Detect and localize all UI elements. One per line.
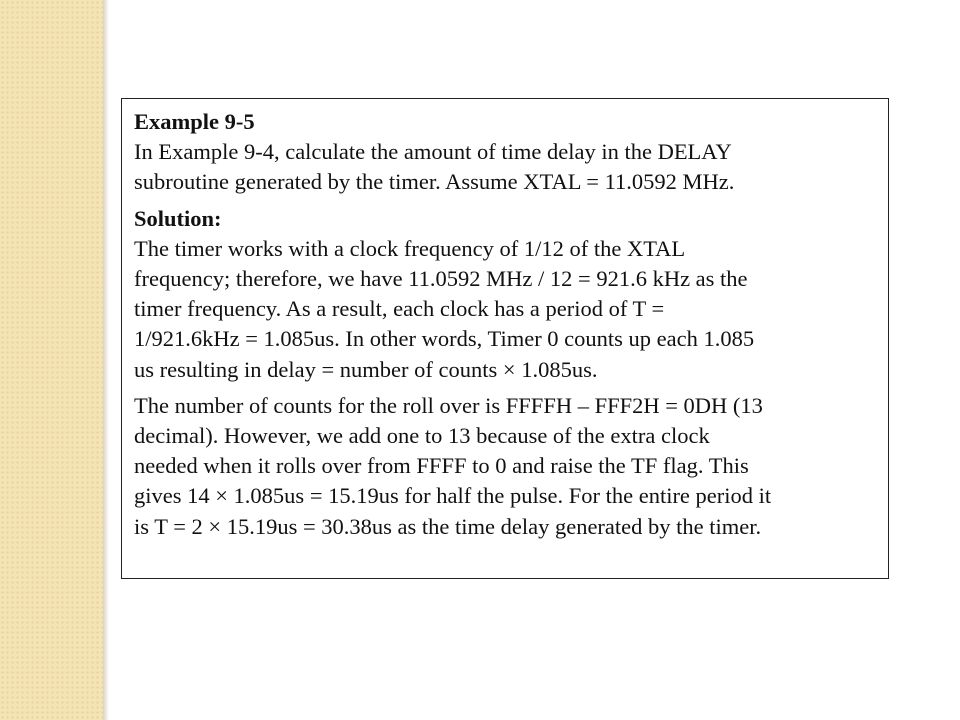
solution-line: 1/921.6kHz = 1.085us. In other words, Timer 0 counts up each 1.085 <box>134 326 755 352</box>
solution-line: needed when it rolls over from FFFF to 0 and raise the TF flag. This <box>134 453 749 479</box>
solution-line: gives 14 × 1.085us = 15.19us for half the pulse. For the entire period it <box>134 483 772 509</box>
solution-line: The number of counts for the roll over is FFFFH – FFF2H = 0DH (13 <box>134 392 763 418</box>
example-box <box>121 98 889 579</box>
example-title: Example 9-5 <box>134 109 255 134</box>
solution-line: decimal). However, we add one to 13 because of the extra clock <box>134 423 710 449</box>
solution-line: The timer works with a clock frequency of 1/12 of the XTAL <box>134 235 686 261</box>
side-strip-shadow <box>103 0 109 720</box>
solution-line: frequency; therefore, we have 11.0592 MHz / 12 = 921.6 kHz as the <box>134 266 748 292</box>
solution-line: us resulting in delay = number of counts × 1.085us. <box>134 356 598 382</box>
problem-line: subroutine generated by the timer. Assume XTAL = 11.0592 MHz. <box>134 169 735 195</box>
solution-line: timer frequency. As a result, each clock has a period of T = <box>134 296 665 322</box>
decorative-side-strip <box>0 0 103 720</box>
solution-heading: Solution: <box>134 205 222 231</box>
problem-line: In Example 9-4, calculate the amount of time delay in the DELAY <box>134 139 732 165</box>
solution-line: is T = 2 × 15.19us = 30.38us as the time delay generated by the timer. <box>134 513 762 539</box>
